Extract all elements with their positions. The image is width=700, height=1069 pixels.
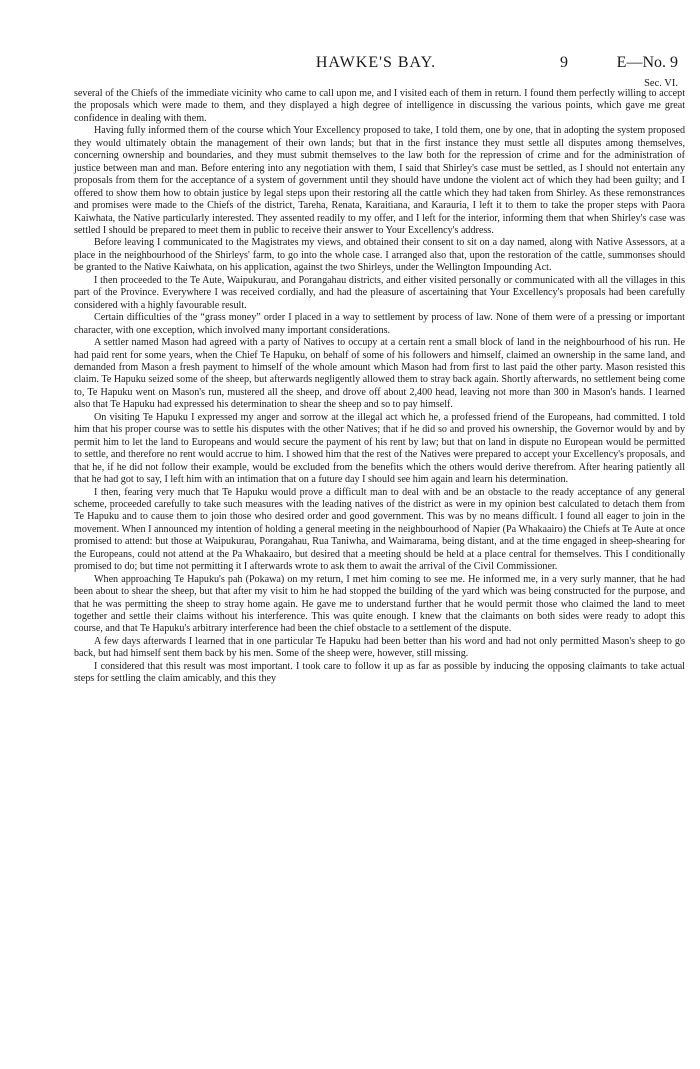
paragraph: A settler named Mason had agreed with a party of Natives to occupy at a certain rent a small block of land in the neighbourhood of his run. He had paid rent for some years, when the Chief Te Hapuku, on behalf of some of his followers and himself, claimed an ownership in the same land, and demanded from Mason a fresh payment to himself of the whole amount which Mason had from first to last paid the other party. Mason resisted this claim. Te Hapuku seized some of the sheep, but afterwards negligently allowed them to stray back again. Shortly afterwards, no settlement being come to, Te Hapuku went on Mason's run, mustered all the sheep, and drove off about 2,400 head, leaving not more than 300 in Mason's hands. I learned also that Te Hapuku had expressed his determination to shear the sheep and so to pay himself. [74,337,685,411]
paragraph: several of the Chiefs of the immediate vicinity who came to call upon me, and I visited each of them in return. I found them perfectly willing to accept the proposals which were made to them, and they displayed a high degree of intelligence in discussing the various points, which gave me great confidence in dealing with them. [74,88,685,124]
paragraph: Before leaving I communicated to the Magistrates my views, and obtained their consent to sit on a day named, along with Native Assessors, at a place in the neighbourhood of the Shirleys' farm, to go into the whole case. I arranged also that, upon the restoration of the cattle, summonses should be granted to the Native Kaiwhata, on his application, against the two Shirleys, under the Wellington Impounding Act. [74,237,685,274]
page-title: HAWKE'S BAY. [315,54,437,71]
document-reference: E—No. 9 [616,54,678,71]
paragraph: A few days afterwards I learned that in one particular Te Hapuku had been better than his word and had not only permitted Mason's sheep to go back, but had himself sent them back by his men. Some of the sheep were, however, still missing. [74,635,685,660]
paragraph: On visiting Te Hapuku I expressed my anger and sorrow at the illegal act which he, a professed friend of the Europeans, had committed. I told him that his proper course was to settle his disputes with the other Natives; that if he did so and proved his ownership, the Governor would by and by permit him to let the land to Europeans and would secure the payment of his rent by law; but that on land in dispute no European would be permitted to settle, and therefore no rent would accrue to him. I showed him that the rest of the Natives were prepared to accept your Excellency's proposals, and that he, if he did not follow their example, would be excluded from the benefits which the others would derive therefrom. After hearing patiently all that he had got to say, I left him with an intimation that on a future day I should see him again and learn his determination. [74,411,685,486]
paragraph: Having fully informed them of the course which Your Excellency proposed to take, I told them, one by one, that in adopting the system proposed they would ultimately obtain the management of their own lands; but that in the first instance they must settle all disputes among themselves, concerning ownership and boundaries, and they must submit themselves to the law both for the repression of crime and for the administration of justice between man and man. Before entering into any negotiation with them, I said that Shirley's case must be settled, as I should not entertain any proposals from them for the acceptance of a system of government until they should have undone the violent act of which they had been guilty; and I offered to show them how to obtain justice by legal steps upon their restoring all the cattle which they had taken from Shirley. As these remonstrances and promises were made to the Chiefs of the district, Tareha, Renata, Karaitiana, and Karauria, I left it to them to take the proper steps with Paora Kaiwhata, the Native particularly interested. They assented readily to my offer, and I left for the interior, informing them that when Shirley's case was settled I should be prepared to meet them in public to receive their answer to Your Excellency's address. [74,125,685,236]
paragraph: I then proceeded to the Te Aute, Waipukurau, and Porangahau districts, and either visited personally or communicated with all the villages in this part of the Province. Everywhere I was received cordially, and had the pleasure of ascertaining that Your Excellency's proposals had been carefully considered with a highly favourable result. [74,274,685,311]
paragraph: I considered that this result was most important. I took care to follow it up as far as possible by inducing the opposing claimants to take actual steps for settling the claim amicably, and this they [74,660,685,685]
section-label: Sec. VI. [644,78,678,89]
paragraph: I then, fearing very much that Te Hapuku would prove a difficult man to deal with and be an obstacle to the ready acceptance of any general scheme, proceeded carefully to take such measures with the leading natives of the district as were in my opinion best calculated to detach them from Te Hapuku and to cause them to join those who desired order and good government. This was by no means difficult. I found all eager to join in the movement. When I announced my intention of holding a general meeting in the neighbourhood of Napier (Pa Whakaairo) the Chiefs at Te Aute at once promised to attend: but those at Waipukurau, Porangahau, Rua Taniwha, and Waimarama, being distant, and at the time engaged in sheep-shearing for the Europeans, could not attend at the Pa Whakaairo, but desired that a meeting should be held at a place central for themselves. This I conditionally promised to do; but time not permitting it I afterwards wrote to ask them to await the arrival of the Civil Commissioner. [74,486,685,573]
paragraph: When approaching Te Hapuku's pah (Pokawa) on my return, I met him coming to see me. He informed me, in a very surly manner, that he had been about to shear the sheep, but that after my visit to him he had stopped the building of the yard which was being constructed for the purpose, and that he was permitting the sheep to stray home again. He gave me to understand further that he would permit those who claimed the land to meet together and settle their claims without his interference. This was quite enough. I knew that the claimants on both sides were ready to adopt this course, and that Te Hapuku's arbitrary interference had been the chief obstacle to a settlement of the dispute. [74,573,685,635]
paragraph: Certain difficulties of the “grass money” order I placed in a way to settlement by process of law. None of them were of a pressing or important character, with one exception, which involved many important considerations. [74,312,685,336]
document-body [74,88,685,686]
page-number: 9 [560,54,568,71]
